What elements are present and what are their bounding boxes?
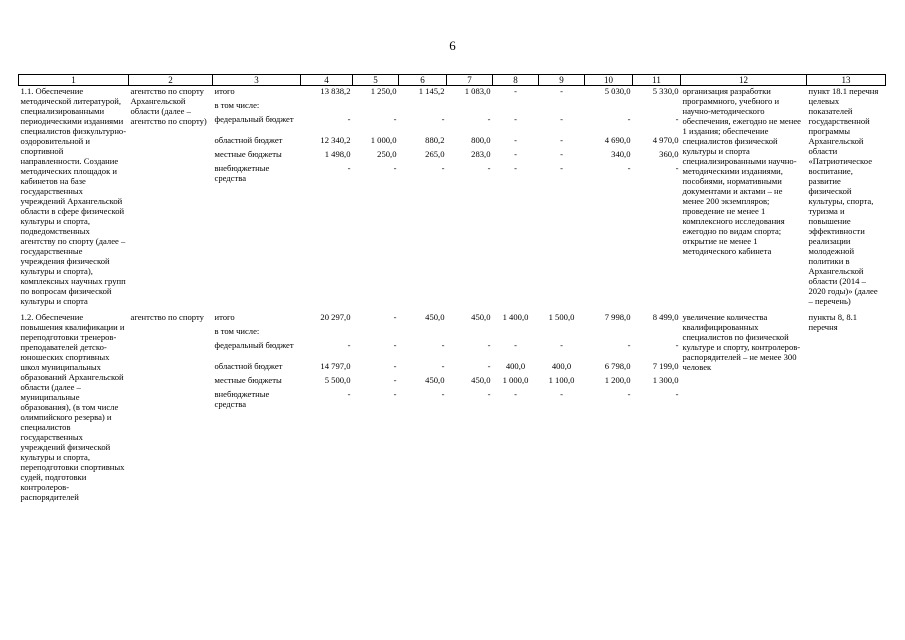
funding-source: федеральный бюджет [214, 114, 294, 124]
amount-cell: - [514, 86, 517, 96]
amount-cell [449, 100, 491, 114]
amount-cell: - [441, 114, 445, 124]
amount-cell: - [441, 361, 445, 371]
header-cell: 13 [807, 75, 886, 86]
amount-cell: - [514, 149, 517, 159]
amount-cell: 1 200,0 [604, 375, 631, 385]
amount-cell: 14 797,0 [320, 361, 351, 371]
amount-cell: 880,2 [425, 135, 445, 145]
activity-name: 1.1. Обеспечение методической литературой, специализированными периодическими изданиями специалистов физкультурно-оздоровительной и спортивной направленности. Создание методических площадок и кабинетов на базе государственных учреждений Архангельской области в сфере физической культуры и спорта, подведомственных агентству по спорту (далее – государственные учреждения физической культуры и спорта), комплексных научных групп по вопросам физической культуры и спорта [20, 86, 127, 306]
amount-cell: - [441, 163, 445, 173]
amount-cell: - [393, 163, 397, 173]
amount-column [353, 86, 399, 313]
amount-cell: 7 199,0 [652, 361, 679, 371]
amount-cell: 1 145,2 [418, 86, 445, 96]
amount-cell: 1 000,0 [502, 375, 529, 385]
amount-column [493, 86, 539, 313]
amount-cell [587, 100, 631, 114]
amount-column [539, 312, 585, 508]
header-cell: 6 [399, 75, 447, 86]
amount-cell: - [514, 163, 517, 173]
amount-cell: - [487, 361, 491, 371]
amount-column [301, 312, 353, 508]
amount-column [493, 312, 539, 508]
executor: агентство по спорту Архангельской области (далее – агентство по спорту) [130, 86, 207, 126]
amount-cell: 1 000,0 [370, 135, 397, 145]
header-cell: 7 [447, 75, 493, 86]
funding-source: в том числе: [214, 326, 260, 336]
executor: агентство по спорту [130, 312, 204, 322]
amount-cell: - [347, 389, 351, 399]
funding-source: в том числе: [214, 100, 260, 110]
expected-result: увеличение количества квалифицированных специалистов по физической культуре и спорту, контролеров-распорядителей – не менее 300 человек [682, 312, 801, 372]
funding-source: итого [214, 86, 235, 96]
amount-cell [355, 326, 397, 340]
amount-cell: 1 083,0 [464, 86, 491, 96]
header-cell: 1 [19, 75, 129, 86]
amount-cell: 1 500,0 [548, 312, 575, 322]
amount-cell: 1 400,0 [502, 312, 529, 322]
amount-cell: - [560, 114, 563, 124]
amount-cell: 6 798,0 [604, 361, 631, 371]
funding-source: внебюджетные средства [214, 389, 270, 409]
page-number: 6 [449, 38, 456, 53]
amount-cell: 800,0 [471, 135, 491, 145]
header-cell: 8 [493, 75, 539, 86]
amount-cell: 7 998,0 [604, 312, 631, 322]
amount-cell: - [441, 340, 445, 350]
amount-cell: - [675, 389, 679, 399]
table-row [19, 86, 886, 313]
amount-cell: 13 838,2 [320, 86, 351, 96]
amount-cell [303, 326, 351, 340]
amount-cell: 450,0 [425, 375, 445, 385]
amount-cell: 5 030,0 [604, 86, 631, 96]
amount-cell: 360,0 [659, 149, 679, 159]
amount-cell: 250,0 [377, 149, 397, 159]
amount-cell: - [393, 114, 397, 124]
amount-cell [401, 326, 445, 340]
amount-cell [449, 326, 491, 340]
amount-cell: 400,0 [505, 361, 526, 371]
amount-cell: 283,0 [471, 149, 491, 159]
amount-column [633, 86, 681, 313]
funding-source: внебюджетные средства [214, 163, 270, 183]
amount-cell [401, 100, 445, 114]
amount-cell: - [627, 340, 631, 350]
amount-column [539, 86, 585, 313]
funding-source: местные бюджеты [214, 149, 282, 159]
amount-cell: 5 330,0 [652, 86, 679, 96]
amount-cell: - [675, 163, 679, 173]
program-table [18, 74, 886, 508]
funding-sources [213, 312, 301, 508]
amount-column [399, 86, 447, 313]
amount-cell: - [627, 163, 631, 173]
amount-cell: 400,0 [551, 361, 572, 371]
amount-cell: - [441, 389, 445, 399]
amount-cell: 450,0 [425, 312, 445, 322]
amount-cell: 1 250,0 [370, 86, 397, 96]
amount-column [585, 312, 633, 508]
amount-column [585, 86, 633, 313]
funding-source: итого [214, 312, 235, 322]
funding-source: местные бюджеты [214, 375, 282, 385]
amount-cell: 1 300,0 [652, 375, 679, 385]
indicator-link: пункт 18.1 перечня целевых показателей государственной программы Архангельской области «Патриотическое воспитание, развитие физической культуры, спорта, туризма и повышение эффективности реализации молодежной политики в Архангельской области (2014 – 2020 годы)» (далее – перечень) [808, 86, 879, 306]
amount-column [447, 86, 493, 313]
amount-cell: - [393, 375, 397, 385]
amount-cell [541, 326, 583, 340]
amount-cell [587, 326, 631, 340]
amount-column [353, 312, 399, 508]
funding-source: федеральный бюджет [214, 340, 294, 350]
amount-cell [355, 100, 397, 114]
header-cell: 10 [585, 75, 633, 86]
header-row [19, 75, 886, 86]
amount-cell: - [393, 361, 397, 371]
header-cell: 2 [129, 75, 213, 86]
amount-cell: 450,0 [471, 312, 491, 322]
funding-source: областной бюджет [214, 361, 283, 371]
amount-cell: - [487, 114, 491, 124]
amount-cell: - [487, 340, 491, 350]
amount-cell: - [347, 114, 351, 124]
amount-cell: 1 498,0 [324, 149, 351, 159]
amount-cell: - [560, 340, 563, 350]
amount-cell [541, 100, 583, 114]
indicator-link: пункты 8, 8.1 перечня [808, 312, 858, 332]
amount-cell: 450,0 [471, 375, 491, 385]
amount-cell: - [560, 135, 563, 145]
amount-cell: - [627, 114, 631, 124]
amount-cell: 4 970,0 [652, 135, 679, 145]
amount-cell [303, 100, 351, 114]
amount-cell: - [393, 312, 397, 322]
amount-cell: - [487, 389, 491, 399]
amount-cell: 1 100,0 [548, 375, 575, 385]
funding-source: областной бюджет [214, 135, 283, 145]
amount-cell: - [675, 114, 679, 124]
amount-cell [495, 326, 537, 340]
amount-cell: - [560, 389, 563, 399]
header-cell: 3 [213, 75, 301, 86]
amount-cell: - [393, 340, 397, 350]
header-cell: 9 [539, 75, 585, 86]
amount-cell [635, 100, 679, 114]
amount-cell: - [560, 163, 563, 173]
amount-cell: 5 500,0 [324, 375, 351, 385]
amount-cell: - [560, 149, 563, 159]
funding-sources [213, 86, 301, 313]
amount-cell: - [487, 163, 491, 173]
amount-cell: 265,0 [425, 149, 445, 159]
amount-cell: - [393, 389, 397, 399]
amount-cell [635, 326, 679, 340]
amount-cell: - [514, 135, 517, 145]
amount-cell: - [514, 114, 517, 124]
amount-cell: 340,0 [611, 149, 631, 159]
activity-name: 1.2. Обеспечение повышения квалификации и переподготовки тренеров-преподавателей детско-юношеских спортивных школ муниципальных образований Архангельской области (далее – муниципальные образования), (в том числе олимпийского резерва) и специалистов государственных учреждений физической культуры и спорта, переподготовки спортивных судей, подготовки контролеров-распорядителей [20, 312, 125, 502]
header-cell: 12 [681, 75, 807, 86]
header-cell: 4 [301, 75, 353, 86]
amount-cell: 12 340,2 [320, 135, 351, 145]
amount-cell: - [627, 389, 631, 399]
amount-column [633, 312, 681, 508]
amount-cell [495, 100, 537, 114]
amount-cell: - [560, 86, 563, 96]
expected-result: организация разработки программного, учебного и научно-методического обеспечения, ежегодно не менее 1 издания; обеспечение специалистов физической культуры и спорта специализированными научно-методическими изданиями, пособиями, нормативными документами и актами – не менее 200 экземпляров; проведение не менее 1 комплексного исследования ежегодно по видам спорта; открытие не менее 1 методического кабинета [682, 86, 801, 256]
amount-cell: - [675, 340, 679, 350]
table-row [19, 312, 886, 508]
amount-cell: - [514, 340, 517, 350]
amount-column [399, 312, 447, 508]
amount-cell: 20 297,0 [320, 312, 351, 322]
header-cell: 5 [353, 75, 399, 86]
amount-cell: 8 499,0 [652, 312, 679, 322]
amount-column [447, 312, 493, 508]
amount-cell: - [514, 389, 517, 399]
header-cell: 11 [633, 75, 681, 86]
amount-column [301, 86, 353, 313]
amount-cell: 4 690,0 [604, 135, 631, 145]
amount-cell: - [347, 163, 351, 173]
amount-cell: - [347, 340, 351, 350]
